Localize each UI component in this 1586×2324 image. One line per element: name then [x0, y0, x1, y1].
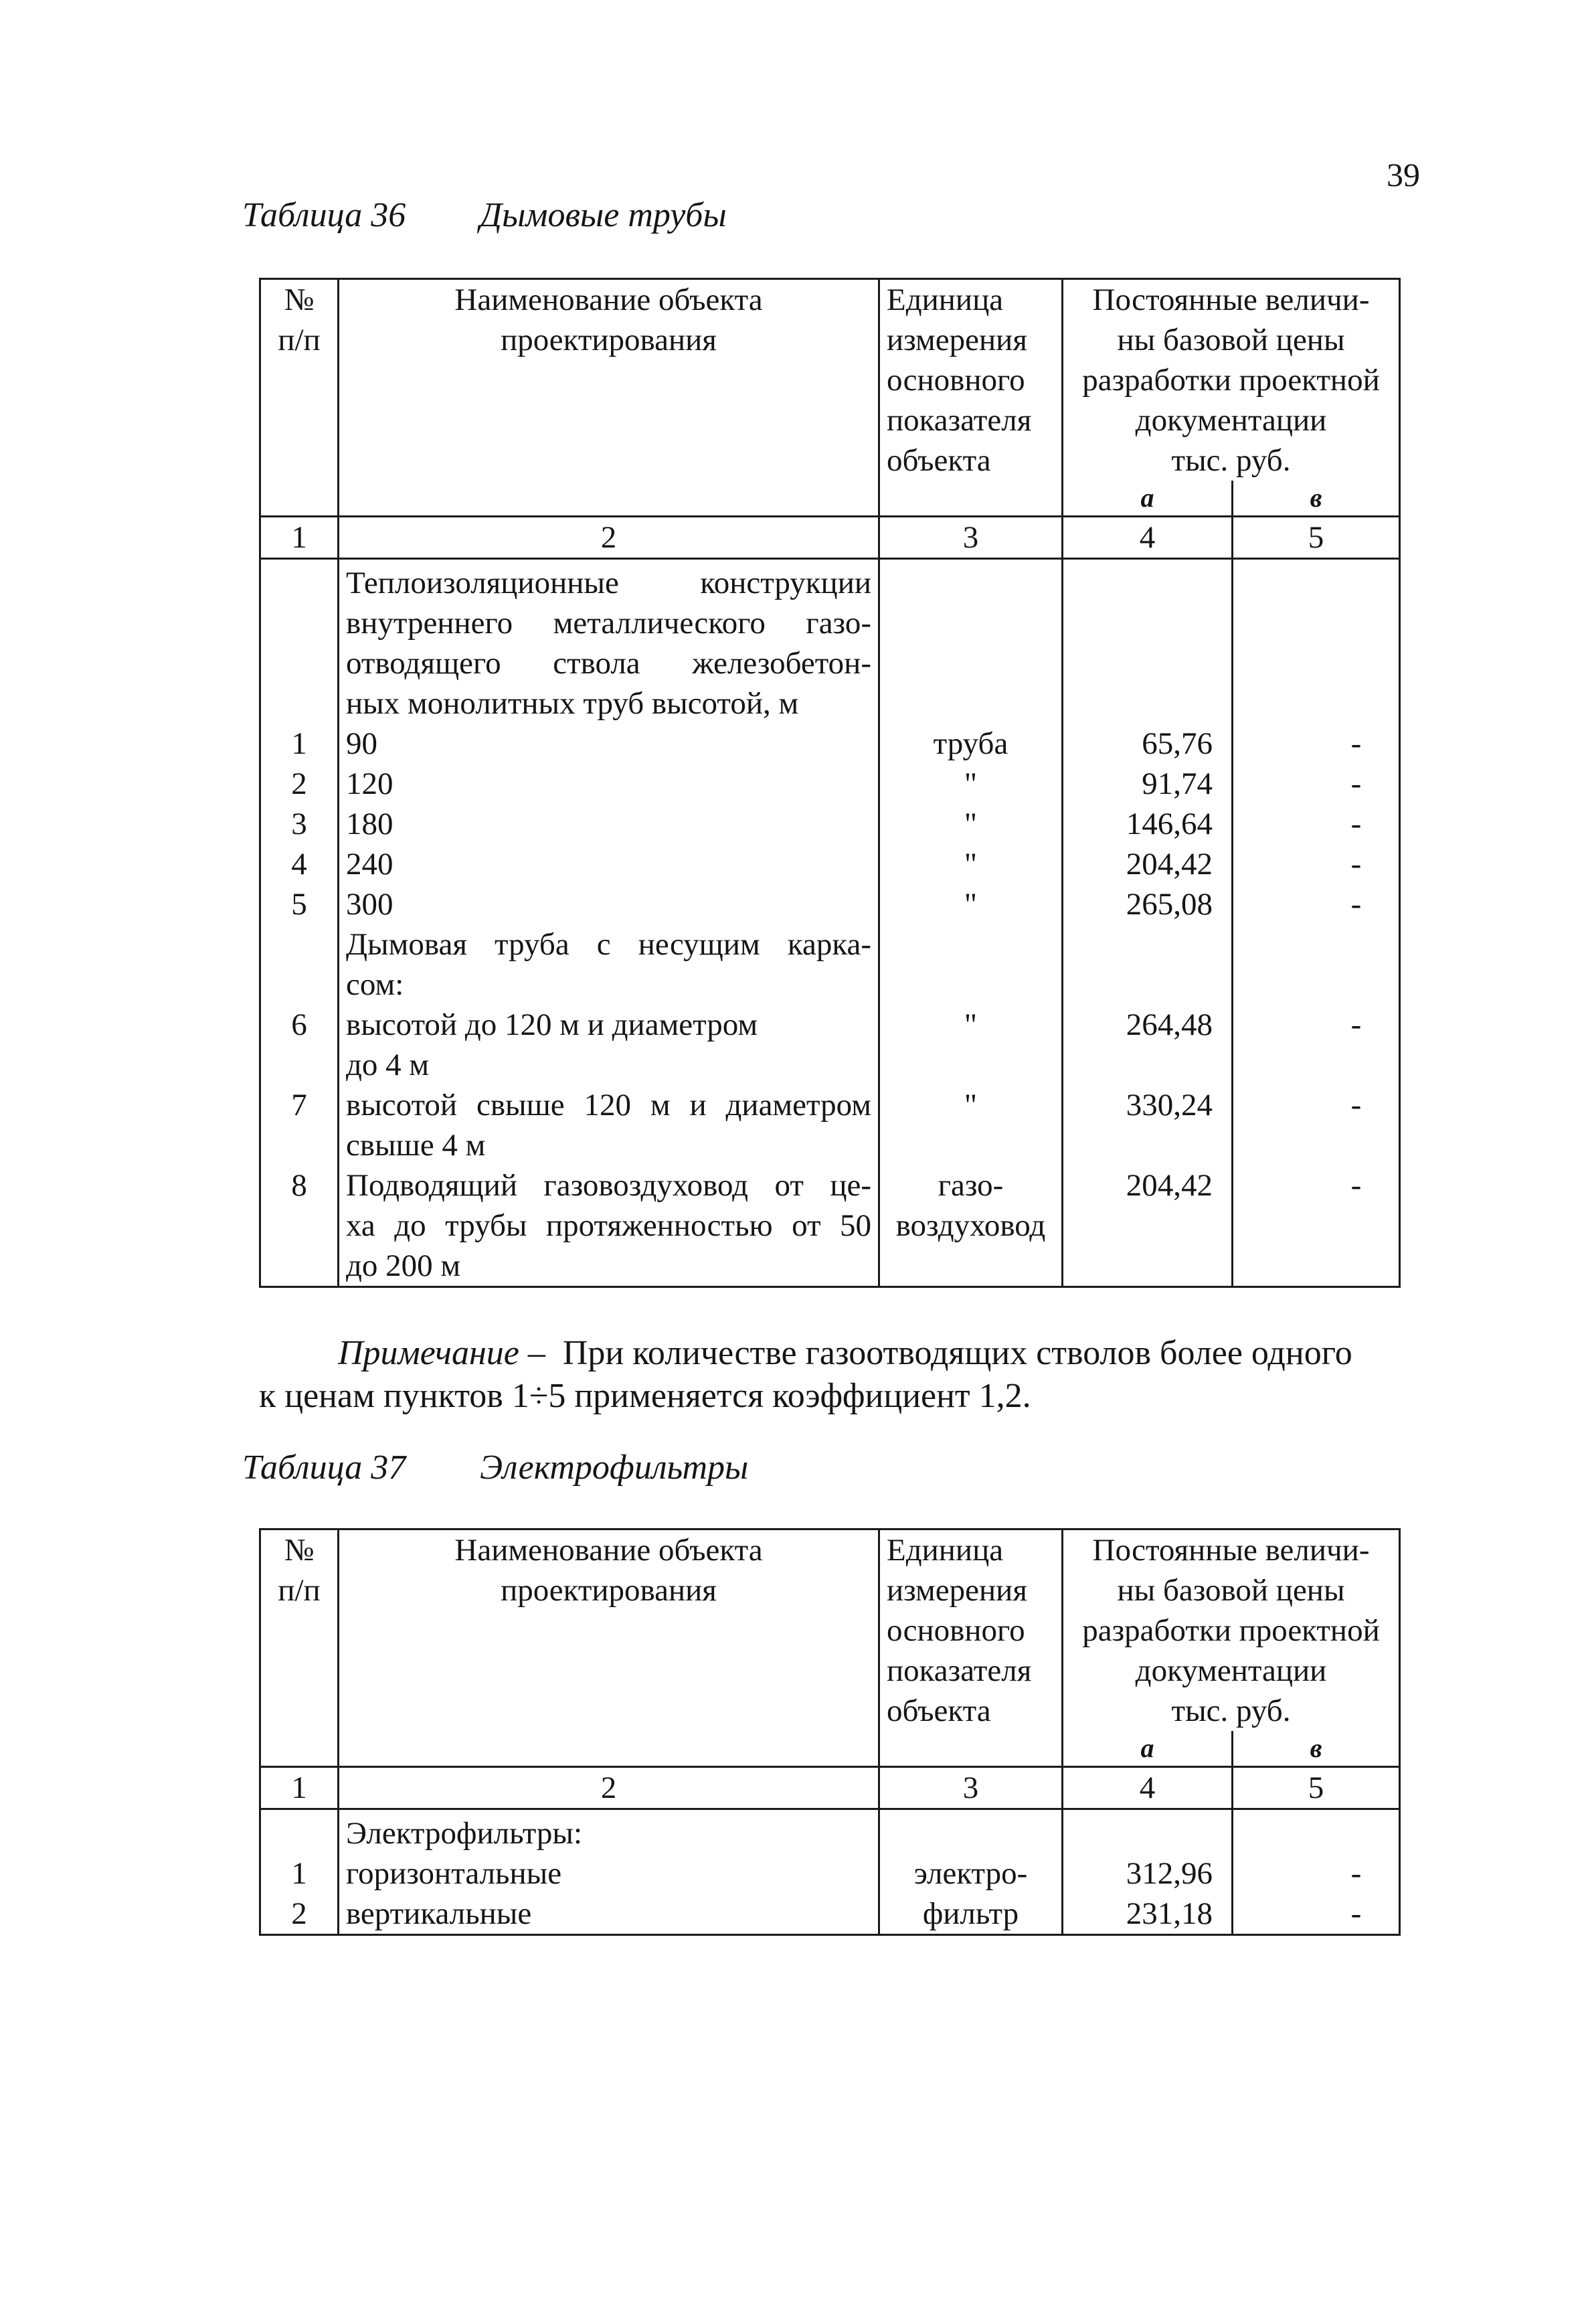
body-name-column: [339, 1809, 879, 1935]
colnum-3: 3: [879, 1767, 1063, 1809]
note-text-1: При количестве газоотводящих стволов более одного: [562, 1334, 1352, 1372]
row-name: горизонтальные: [346, 1856, 562, 1891]
group1-line: ных монолитных труб высотой, м: [346, 686, 799, 721]
header-sub-a: а: [1063, 481, 1233, 517]
header-num: № п/п: [260, 279, 339, 517]
body-name-column: [339, 559, 879, 1287]
table37-title: Электрофильтры: [480, 1448, 749, 1487]
colnum-2: 2: [339, 1767, 879, 1809]
row-name: 300: [346, 887, 393, 922]
row-name: ха до трубы протяженностью от 50: [346, 1208, 871, 1243]
group1-line: внутреннего металлического газо-: [346, 606, 871, 641]
colnum-5: 5: [1233, 517, 1400, 559]
group1-line: отводящего ствола железобетон-: [346, 646, 871, 681]
row-name: 90: [346, 726, 377, 761]
header-sub-a: а: [1063, 1731, 1233, 1767]
page-number: 39: [1387, 156, 1420, 193]
note-label: Примечание –: [338, 1334, 545, 1372]
body-num-column: 1 2 3 4 5 6 7 8: [260, 559, 339, 1287]
row-name: до 4 м: [346, 1048, 430, 1082]
colnum-3: 3: [879, 517, 1063, 559]
table36-title: Дымовые трубы: [480, 196, 727, 234]
row-name: Подводящий газовоздуховод от це-: [346, 1168, 871, 1203]
colnum-4: 4: [1063, 517, 1233, 559]
table36-label: Таблица 36: [242, 196, 406, 234]
header-name: Наименование объекта проектирования: [339, 1529, 879, 1767]
table37-colnum-row: [260, 1767, 1400, 1809]
table37-label: Таблица 37: [242, 1448, 406, 1487]
header-price: Постоянные величи- ны базовой цены разработки проектной документации тыс. руб.: [1063, 279, 1400, 481]
table37: [259, 1528, 1401, 1936]
header-price: Постоянные величи- ны базовой цены разработки проектной документации тыс. руб.: [1063, 1529, 1400, 1732]
body-price-b-column: - - - - - - - -: [1233, 559, 1400, 1287]
header-num: № п/п: [260, 1529, 339, 1767]
table36-header-row: [260, 279, 1400, 481]
colnum-1: 1: [260, 1767, 339, 1809]
row-name: до 200 м: [346, 1248, 461, 1283]
colnum-1: 1: [260, 517, 339, 559]
row-name: 180: [346, 807, 393, 841]
body-price-a-column: 65,76 91,74 146,64 204,42 265,08 264,48 330,24 204,42: [1063, 559, 1233, 1287]
table36-body-row: [260, 559, 1400, 1287]
group1-line: Теплоизоляционные конструкции: [346, 566, 871, 600]
row-name: высотой до 120 м и диаметром: [346, 1007, 758, 1042]
table36-note: [259, 1332, 1464, 1418]
colnum-4: 4: [1063, 1767, 1233, 1809]
note-text-2: к ценам пунктов 1÷5 применяется коэффициент 1,2.: [259, 1377, 1031, 1415]
body-unit-column: труба " " " " " " газо- воздуховод: [879, 559, 1063, 1287]
body-num-column: 1 2: [260, 1809, 339, 1935]
row-name: свыше 4 м: [346, 1128, 486, 1163]
row-name: высотой свыше 120 м и диаметром: [346, 1088, 871, 1123]
header-unit: Единица измерения основного показателя объекта: [879, 1529, 1063, 1767]
header-unit: Единица измерения основного показателя объекта: [879, 279, 1063, 517]
group2-line: Дымовая труба с несущим карка-: [346, 927, 871, 962]
table37-header-row: [260, 1529, 1400, 1732]
group-line: Электрофильтры:: [346, 1816, 583, 1851]
header-sub-b: в: [1233, 1731, 1400, 1767]
body-price-a-column: 312,96 231,18: [1063, 1809, 1233, 1935]
colnum-5: 5: [1233, 1767, 1400, 1809]
row-name: вертикальные: [346, 1896, 532, 1931]
table36-colnum-row: [260, 517, 1400, 559]
table36: [259, 278, 1401, 1288]
body-unit-column: электро- фильтр: [879, 1809, 1063, 1935]
colnum-2: 2: [339, 517, 879, 559]
group2-line: сом:: [346, 967, 404, 1002]
row-name: 240: [346, 847, 393, 882]
header-name: Наименование объекта проектирования: [339, 279, 879, 517]
row-name: 120: [346, 766, 393, 801]
header-sub-b: в: [1233, 481, 1400, 517]
body-price-b-column: - -: [1233, 1809, 1400, 1935]
table37-body-row: [260, 1809, 1400, 1935]
